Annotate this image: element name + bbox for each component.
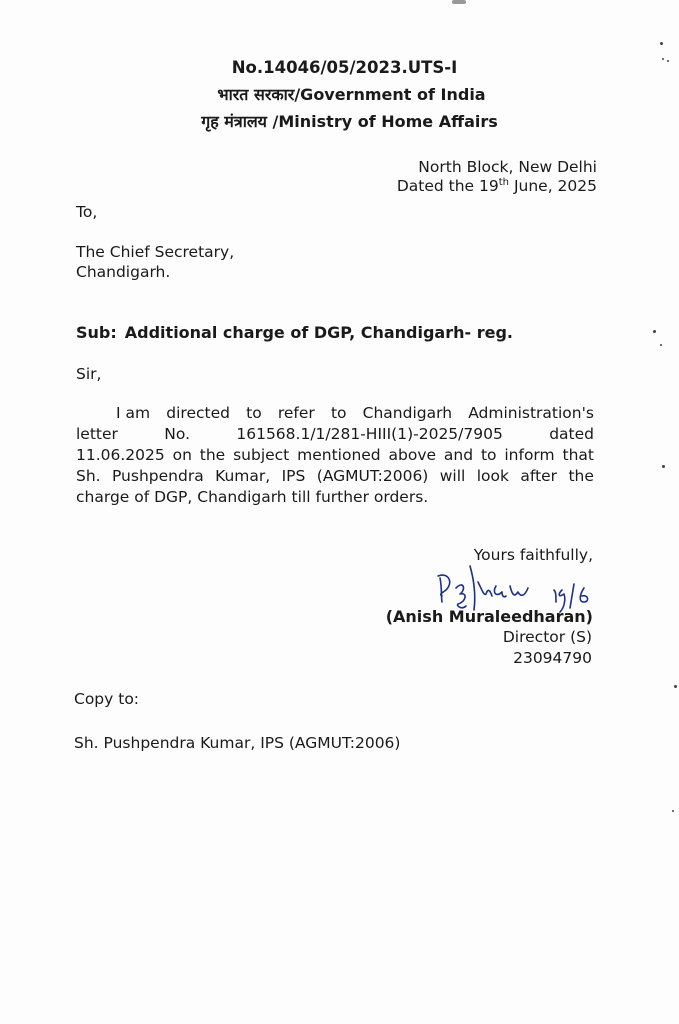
closing: Yours faithfully, (473, 546, 593, 564)
scan-speck (660, 344, 662, 346)
body-line-5: charge of DGP, Chandigarh till further orders. (76, 488, 429, 506)
salutation: Sir, (76, 365, 102, 383)
government-name: भारत सरकार/Government of India (217, 85, 486, 104)
signatory-phone: 23094790 (513, 649, 592, 667)
subject-line (76, 323, 513, 342)
scan-speck (452, 0, 466, 4)
date-suffix: June, 2025 (509, 177, 597, 196)
body-paragraph (76, 403, 594, 508)
place: North Block, New Delhi (418, 158, 597, 176)
scan-speck (662, 465, 665, 468)
signatory-designation: Director (S) (502, 628, 592, 646)
body-line-4: Sh. Pushpendra Kumar, IPS (AGMUT:2006) will look after the (76, 467, 594, 485)
scan-speck (674, 685, 677, 688)
signatory-name: (Anish Muraleedharan) (385, 607, 593, 626)
date-line (397, 177, 597, 195)
subject-label: Sub: (76, 323, 117, 342)
addressee-line-2: Chandigarh. (76, 263, 171, 281)
addressee-line-1: The Chief Secretary, (76, 243, 235, 261)
copy-to-label: Copy to: (74, 690, 140, 708)
scan-speck (672, 810, 674, 812)
copy-to-recipient: Sh. Pushpendra Kumar, IPS (AGMUT:2006) (74, 734, 401, 752)
body-line-1: I am directed to refer to Chandigarh Administration's (116, 404, 594, 422)
subject-text: Additional charge of DGP, Chandigarh- reg. (124, 323, 513, 342)
date-prefix: Dated the 19 (396, 177, 499, 196)
file-number: No.14046/05/2023.UTS-I (231, 58, 458, 77)
date-ordinal: th (498, 177, 510, 188)
scan-speck (660, 42, 663, 45)
ministry-name: गृह मंत्रालय /Ministry of Home Affairs (201, 112, 498, 131)
to-label: To, (76, 203, 98, 221)
scan-speck (653, 330, 656, 333)
body-line-2: letter No. 161568.1/1/281-HIII(1)-2025/7905 dated (76, 425, 594, 443)
body-line-3: 11.06.2025 on the subject mentioned above and to inform that (76, 446, 594, 464)
